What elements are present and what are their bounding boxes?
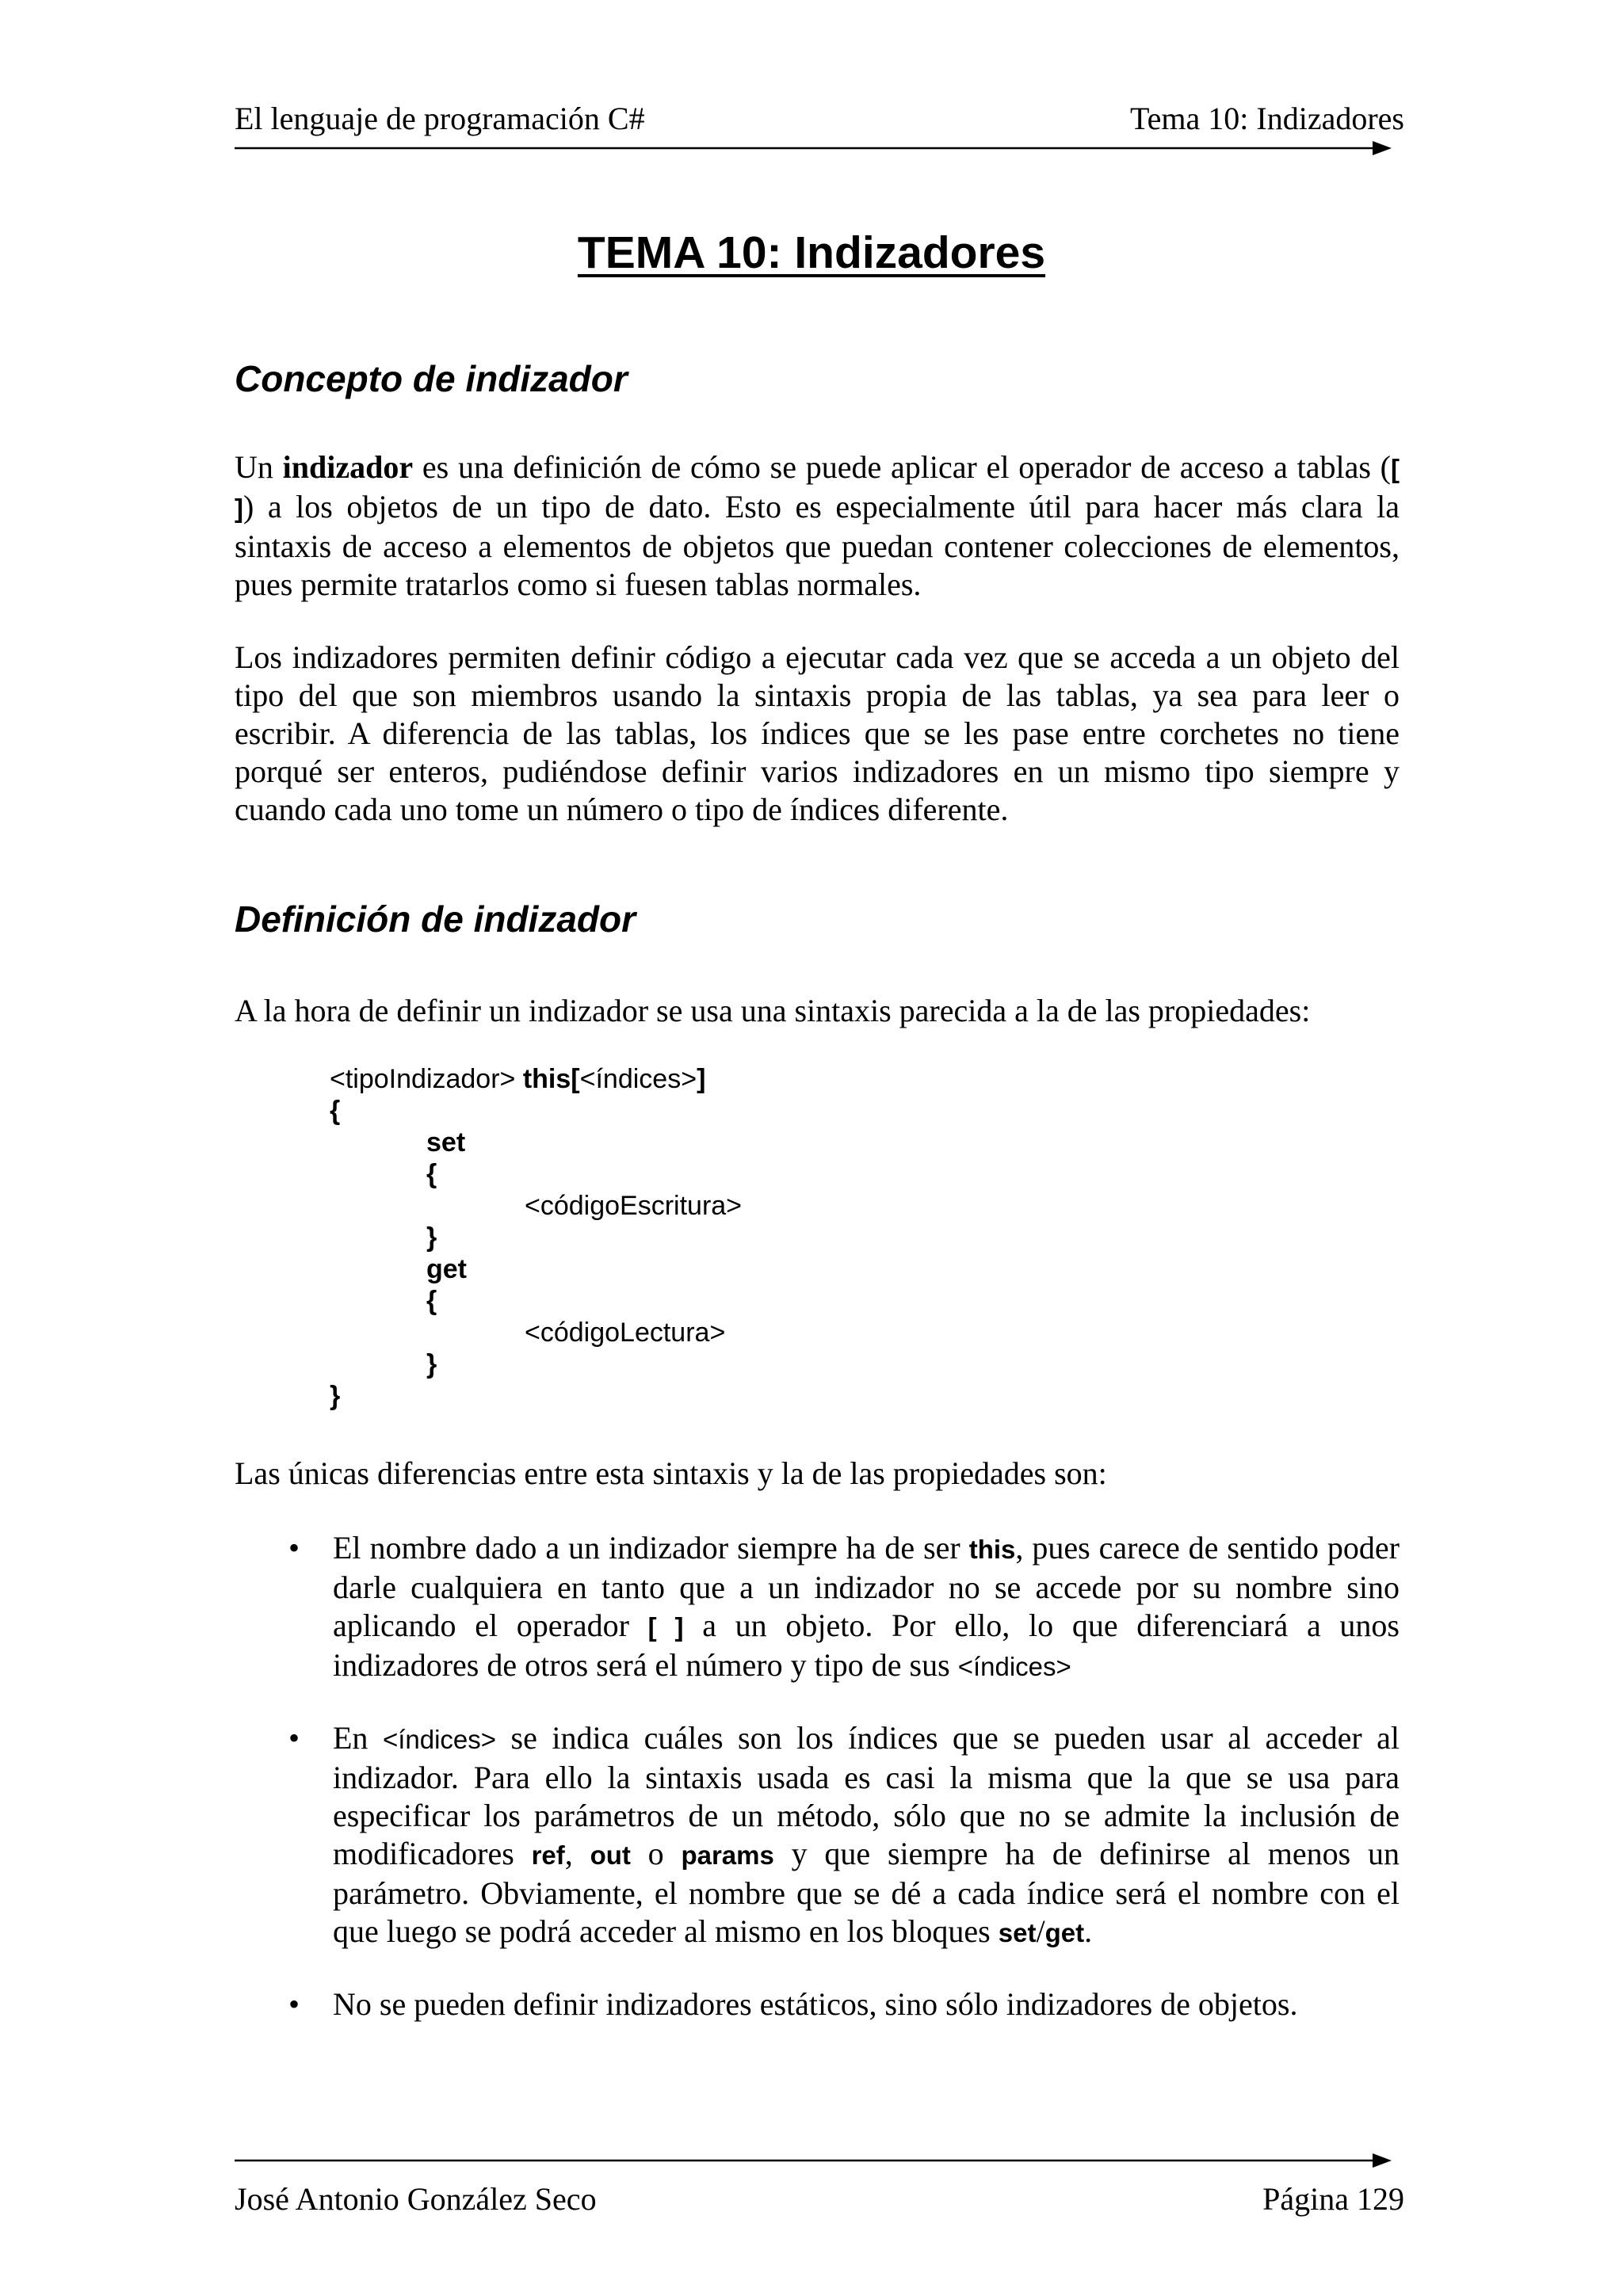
title-text: TEMA 10: Indizadores (577, 227, 1046, 278)
list-item-text (333, 1719, 1400, 1952)
code-line (330, 1063, 742, 1095)
code-write-placeholder: <códigoEscritura> (525, 1191, 743, 1221)
paragraph-concepto-1 (235, 448, 1400, 604)
bullet-icon: • (288, 1986, 300, 2022)
paragraph-definicion-intro: A la hora de definir un indizador se usa una sintaxis parecida a la de las propiedades: (235, 993, 1311, 1028)
text-run: y que siempre ha de definirse al menos un parámetro. Obviamente, el nombre que se dé a cada índice será el nombre con el que luego se podrá acceder al mismo en los bloques (333, 1836, 1400, 1949)
code-indices: <índices> (957, 1652, 1071, 1681)
code-token: ] (697, 1064, 706, 1094)
keyword-this: this (968, 1535, 1016, 1564)
code-line: { (426, 1286, 437, 1316)
text-run: se indica cuáles son los índices que se pueden usar al acceder al indizador. Para ello la sintaxis usada es casi la misma que la que se usa para especificar los parámetros de un método, sólo que no se admite la inclusión de modificadores (333, 1720, 1400, 1871)
bullet-icon: • (288, 1720, 300, 1756)
text-run: , (564, 1836, 590, 1871)
code-keyword-set: set (426, 1127, 466, 1158)
section-heading-concepto: Concepto de indizador (235, 358, 628, 399)
code-brackets: [ ] (235, 454, 1400, 523)
text-run: Un (235, 449, 283, 485)
code-brackets: [ ] (647, 1612, 684, 1642)
paragraph-differences-intro: Las únicas diferencias entre esta sintaxis y la de las propiedades son: (235, 1455, 1107, 1491)
code-line: { (426, 1159, 437, 1189)
bullet-icon: • (288, 1530, 300, 1566)
header-arrow-rule (235, 139, 1392, 158)
code-token: <tipoIndizador> (330, 1064, 523, 1094)
text-run: / (1036, 1913, 1045, 1949)
text-run: es una definición de cómo se puede aplicar el operador de acceso a tablas ( (413, 449, 1391, 485)
text-run: ) a los objetos de un tipo de dato. Esto es especialmente útil para hacer más clara la sintaxis de acceso a elementos de objetos que puedan contener colecciones de elementos, pues permite tratarlos como si fuesen tablas normales. (235, 489, 1400, 602)
keyword-get: get (1044, 1918, 1085, 1947)
syntax-code-block (330, 1063, 742, 1412)
list-item-text (333, 1529, 1400, 1686)
page-title (0, 225, 1623, 280)
code-line: { (330, 1096, 341, 1126)
code-line: } (330, 1381, 341, 1411)
term-indizador: indizador (282, 449, 414, 485)
footer-arrow-rule (235, 2151, 1392, 2170)
text-run: o (630, 1836, 682, 1871)
code-line: } (426, 1222, 437, 1253)
running-header-chapter: Tema 10: Indizadores (1130, 101, 1404, 136)
text-run: . (1084, 1913, 1093, 1949)
code-read-placeholder: <códigoLectura> (525, 1318, 726, 1348)
text-run: a un objeto. Por ello, lo que diferenciará a unos indizadores de otros será el número y tipo de sus (333, 1608, 1400, 1683)
footer-page-number: Página 129 (1262, 2181, 1404, 2217)
code-keyword-this: this[ (522, 1064, 580, 1094)
code-token: <índices> (579, 1064, 697, 1094)
section-heading-definicion: Definición de indizador (235, 898, 636, 940)
code-line: } (426, 1349, 437, 1379)
paragraph-concepto-2: Los indizadores permiten definir código a ejecutar cada vez que se acceda a un objeto del tipo del que son miembros usando la sintaxis propia de las tablas, ya sea para leer o escribir. A diferencia de las tablas, los índices que se les pase entre corchetes no tiene porqué ser enteros, pudiéndose definir varios indizadores en un mismo tipo siempre y cuando cada uno tome un número o tipo de índices diferente. (235, 639, 1400, 827)
footer-author: José Antonio González Seco (235, 2181, 597, 2217)
keyword-set: set (998, 1918, 1037, 1947)
code-indices: <índices> (382, 1725, 497, 1754)
text-run: , pues carece de sentido poder darle cualquiera en tanto que a un indizador no se accede por su nombre sino aplicando el operador (333, 1530, 1400, 1643)
keyword-params: params (681, 1840, 774, 1870)
keyword-ref: ref (531, 1840, 565, 1870)
list-item-text: No se pueden definir indizadores estáticos, sino sólo indizadores de objetos. (333, 1986, 1298, 2022)
code-keyword-get: get (426, 1254, 467, 1284)
keyword-out: out (590, 1840, 631, 1870)
running-header-book-title: El lenguaje de programación C# (235, 101, 645, 136)
text-run: En (333, 1720, 383, 1756)
text-run: El nombre dado a un indizador siempre ha de ser (333, 1530, 969, 1566)
